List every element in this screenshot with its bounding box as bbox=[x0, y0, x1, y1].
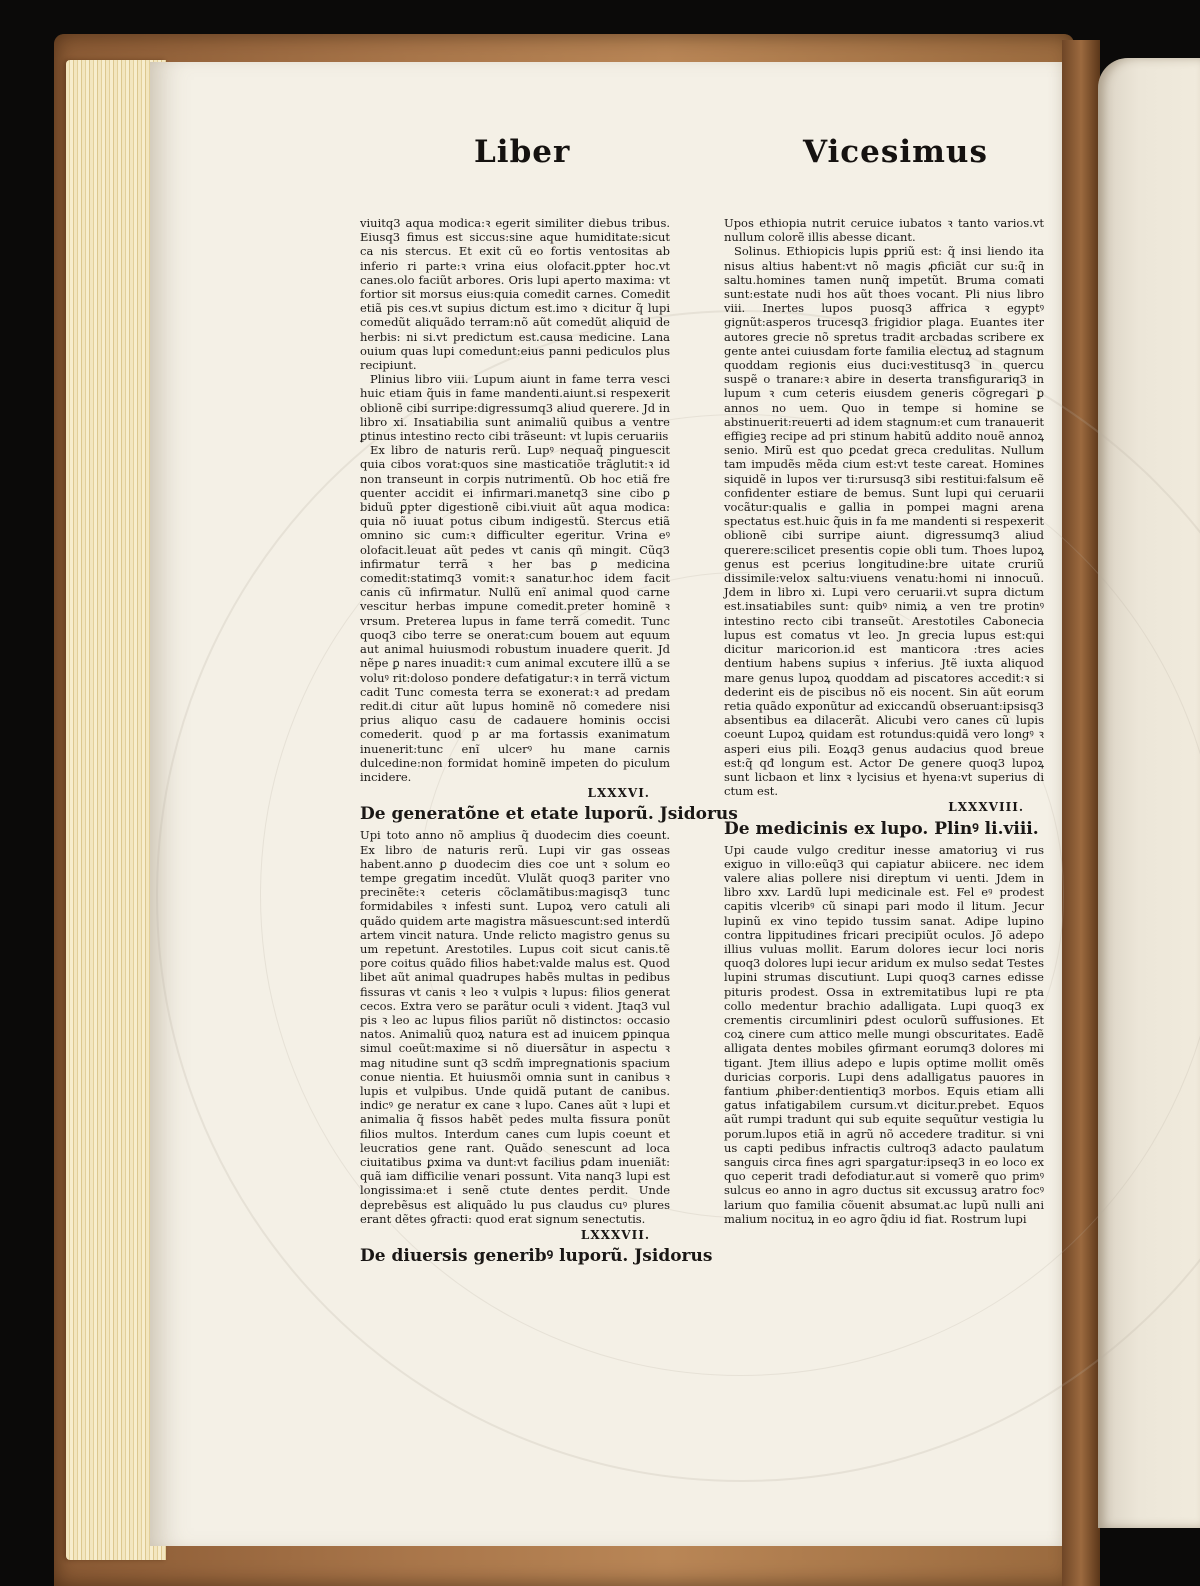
paragraph: Ex libro de naturis rerũ. Lupꝰ nequaq̃ pinguescit quia cibos vorat:quos sine masticatiõe trãglutit:ꝛ id non transeunt in corpis nutrimentũ. Ob hoc etiã fre quenter accidit ei infirmari.manetq3 sine cibo ꝑ biduũ ꝑpter digestionẽ cibi.viuit aũt aqua modica: quia nõ iuuat potus cibum indigestũ. Stercus etiã omnino sic cum:ꝛ difficulter egeritur. Vrina eꝰ olofacit.leuat aũt pedes vt canis qñ mingit. Cũq3 infirmatur terrã ꝛ her bas ꝑ medicina comedit:statimq3 vomit:ꝛ sanatur.hoc idem facit canis cũ infirmatur. Nullũ enĩ animal quod carne vescitur herbas impune comedit.preter hominẽ ꝛ vrsum. Preterea lupus in fame terrã comedit. Tunc quoq3 cibo terre se onerat:cum bouem aut equum aut animal huiusmodi robustum inuadere querit. Jd nẽpe ꝑ nares inuadit:ꝛ cum animal excutere illũ a se voluꝰ rit:doloso pondere defatigatur:ꝛ in terrã victum cadit Tunc comesta terra se exonerat:ꝛ ad predam redit.di citur aũt lupus hominẽ nõ comedere nisi prius aliquo casu de cadauere hominis occisi comederit. quod p ar ma fortassis exanimatum inuenerit:tunc enĩ ulcerꝰ hu mane carnis dulcedine:non formidat hominẽ impeten do piculum incidere. bbox=[360, 443, 670, 784]
running-head-right: Vicesimus bbox=[803, 134, 988, 170]
chapter-number: LXXXVII. bbox=[580, 1228, 650, 1243]
chapter-heading: De generatõne et etate luporũ. Jsidorus bbox=[360, 804, 738, 825]
facing-page bbox=[1098, 58, 1200, 1528]
paragraph: Upi caude vulgo creditur inesse amatoriuꝫ vi rus exiguo in villo:eũq3 qui capiatur abiicere. nec idem valere alias pollere nisi direptum vi uenti. Jdem in libro xxv. Lardũ lupi medicinale est. Fel eꝰ prodest capitis vlceribꝰ cũ sinapi pari modo il litum. Jecur lupinũ ex vino tepido tussim sanat. Adipe lupino contra lippitudines fricari precipiũt oculos. Jõ adepo illius vuluas mollit. Earum dolores iecur loci noris quoq3 dolores lupi iecur aridum ex mulso sedat Testes lupini strumas discutiunt. Lupi quoq3 carnes edisse pituris prodest. Ossa in extremitatibus lupi re pta collo medentur brachio adalligata. Lupi quoq3 ex crementis circumliniri ꝑdest oculorũ suffusiones. Et coꝝ cinere cum attico melle mungi obscuritates. Eadẽ alligata dentes mobiles ꝯfirmant eorumq3 dolores mi tigant. Jtem illius adepo e lupis optime mollit omẽs duricias corporis. Lupi dens adalligatus pauores in fantium ꝓhiber:dentientiq3 morbos. Equis etiam alli gatus infatigabilem cursum.vt dicitur.prebet. Equos aũt rumpi tradunt qui sub equite sequũtur vestigia lu porum.lupos etiã in agrũ nõ accedere traditur. si vni us capti pedibus infractis cultroq3 adacto paulatum sanguis circa fines agri spargatur:ipseq3 in eo loco ex quo ceperit tradi defodiatur.aut si vomerẽ quo primꝰ sulcus eo anno in agro ductus sit excussuꝫ aratro focꝰ larium quo familia cõuenit absumat.ac lupũ nulli ani malium nocituꝝ in eo agro q̃diu id fiat. Rostrum lupi bbox=[724, 842, 1044, 1226]
chapter-number: LXXXVI. bbox=[587, 786, 650, 801]
left-text-column bbox=[360, 216, 738, 1270]
paragraph: Upos ethiopia nutrit ceruice iubatos ꝛ tanto varios.vt nullum colorẽ illis abesse dicant. bbox=[724, 216, 1044, 245]
paragraph: Solinus. Ethiopicis lupis ꝑpriũ est: q̃ insi liendo ita nisus altius habent:vt nõ magis ꝓficiãt cur su:q̃ in saltu.homines tamen nunq̃ impetũt. Bruma comati sunt:estate nudi hos aũt thoes vocant. Pli nius libro viii. Inertes lupos puosq3 affrica ꝛ egyptꝰ gignũt:asperos trucesq3 frigidior plaga. Euantes iter autores grecie nõ spretus tradit arcbadas scribere ex gente antei cuiusdam forte familia electuꝝ ad stagnum quoddam regionis eius duci:vestitusq3 in quercu suspẽ o tranare:ꝛ abire in deserta transfigurariq3 in lupum ꝛ cum ceteris eiusdem generis cõgregari ꝑ annos no uem. Quo in tempe si homine se abstinuerit:reuerti ad idem stagnum:et cum tranauerit effigieꝫ recipe ad pri stinum habitũ addito nouẽ annoꝝ senio. Mirũ est quo ꝑcedat greca credulitas. Nullum tam impudẽs mẽda cium est:vt teste careat. Homines siquidẽ in lupos ver ti:rursusq3 sibi restitui:falsum eẽ confidenter estiare de bemus. Sunt lupi qui ceruarii vocãtur:qualis e gallia in pompei magni arena spectatus est.huic q̃uis in fa me mandenti si respexerit oblionẽ cibi surripe aiunt. digressumq3 aliud querere:scilicet presentis copie obli tum. Thoes lupoꝝ genus est pcerius longitudine:bre uitate cruriũ dissimile:velox saltu:viuens venatu:homi ni innocuũ. Jdem in libro xi. Lupi vero ceruarii.vt supra dictum est.insatiabiles sunt: quibꝰ nimiꝝ a ven tre protinꝰ intestino recto cibi transeũt. Arestotiles Cabonecia lupus est comatus vt leo. Jn grecia lupus est:qui dicitur maricorion.id est manticora :tres acies dentium habens supius ꝛ inferius. Jtẽ iuxta aliquod mare genus lupoꝝ quoddam ad piscatores accedit:ꝛ si dederint eis de piscibus nõ eis nocent. Sin aũt eorum retia quãdo exponũtur ad exiccandũ obseruant:ipsisq3 absentibus ea dilacerãt. Alicubi vero canes cũ lupis coeunt Lupoꝝ quidam est rotundus:quidã vero longꝰ ꝛ asperi eius pili. Eoꝝq3 genus audacius quod breue est:q̃ qđ longum est. Actor De genere quoq3 lupoꝝ sunt licbaon et linx ꝛ lycisius et hyena:vt superius di ctum est. bbox=[724, 244, 1044, 799]
paragraph: viuitq3 aqua modica:ꝛ egerit similiter diebus tribus. Eiusq3 fimus est siccus:sine aque humiditate:sicut ca nis stercus. Et exit cũ eo fortis ventositas ab inferio ri parte:ꝛ vrina eius olofacit.ꝑpter hoc.vt canes.olo faciũt arbores. Oris lupi aperto maxima: vt fortior sit morsus eius:quia comedit carnes. Comedit etiã pis ces.vt supius dictum est.imo ꝛ dicitur q̃ lupi comedũt aliquãdo terram:nõ aũt comedũt aliquid de herbis: ni si.vt predictum est.causa medicine. Lana ouium quas lupi comedunt:eius panni pediculos plus recipiunt. bbox=[360, 216, 670, 373]
right-text-column bbox=[724, 216, 1044, 1226]
paragraph: Plinius libro viii. Lupum aiunt in fame terra vesci huic etiam q̃uis in fame mandenti.aiunt.si respexerit oblionẽ cibi surripe:digressumq3 aliud querere. Jd in libro xi. Insatiabilia sunt animaliũ quibus a ventre ꝑtinus intestino recto cibi trãseunt: vt lupis ceruariis bbox=[360, 372, 670, 444]
paragraph: Upi toto anno nõ amplius q̃ duodecim dies coeunt. Ex libro de naturis rerũ. Lupi vir gas osseas habent.anno ꝑ duodecim dies coe unt ꝛ solum eo tempe gregatim incedũt. Vlulãt quoq3 pariter vno precinẽte:ꝛ ceteris cõclamãtibus:magisq3 tunc formidabiles ꝛ infesti sunt. Lupoꝝ vero catuli ali quãdo quidem arte magistra mãsuescunt:sed interdũ artem vincit natura. Unde relicto magistro genus su um repetunt. Arestotiles. Lupus coit sicut canis.tẽ pore coitus quãdo filios habet:valde malus est. Quod libet aũt animal quadrupes habẽs multas in pedibus fissuras vt canis ꝛ leo ꝛ vulpis ꝛ lupus: filios generat cecos. Extra vero se parãtur oculi ꝛ vident. Jtaq3 vul pis ꝛ leo ac lupus filios pariũt nõ distinctos: occasio natos. Animaliũ quoꝝ natura est ad inuicem ꝑpinqua simul coeũt:maxime si nõ diuersãtur in aspectu ꝛ mag nitudine sunt q3 scdm̃ impregnationis spacium conue nientia. Et huiusmõi omnia sunt in canibus ꝛ lupis et vulpibus. Unde quidã putant de canibus. indicꝰ ge neratur ex cane ꝛ lupo. Canes aũt ꝛ lupi et animalia q̃ fissos habẽt pedes multa fissura ponũt filios multos. Interdum canes cum lupis coeunt et leucratios gene rant. Quãdo senescunt ad loca ciuitatibus ꝑxima va dunt:vt facilius ꝑdam inueniãt: quã iam difficilie venari possunt. Vita nanq3 lupi est longissima:et i senẽ ctute dentes perdit. Unde deprebẽsus est aliquãdo lu pus claudus cuꝰ plures erant dẽtes ꝯfracti: quod erat signum senectutis. bbox=[360, 828, 670, 1226]
book-gutter bbox=[1062, 40, 1100, 1586]
chapter-heading: De medicinis ex lupo. Plinꝰ li.viii. bbox=[724, 818, 1039, 839]
chapter-heading: De diuersis generibꝰ luporũ. Jsidorus bbox=[360, 1246, 713, 1267]
running-head-left: Liber bbox=[474, 134, 571, 170]
chapter-number: LXXXVIII. bbox=[948, 800, 1024, 815]
